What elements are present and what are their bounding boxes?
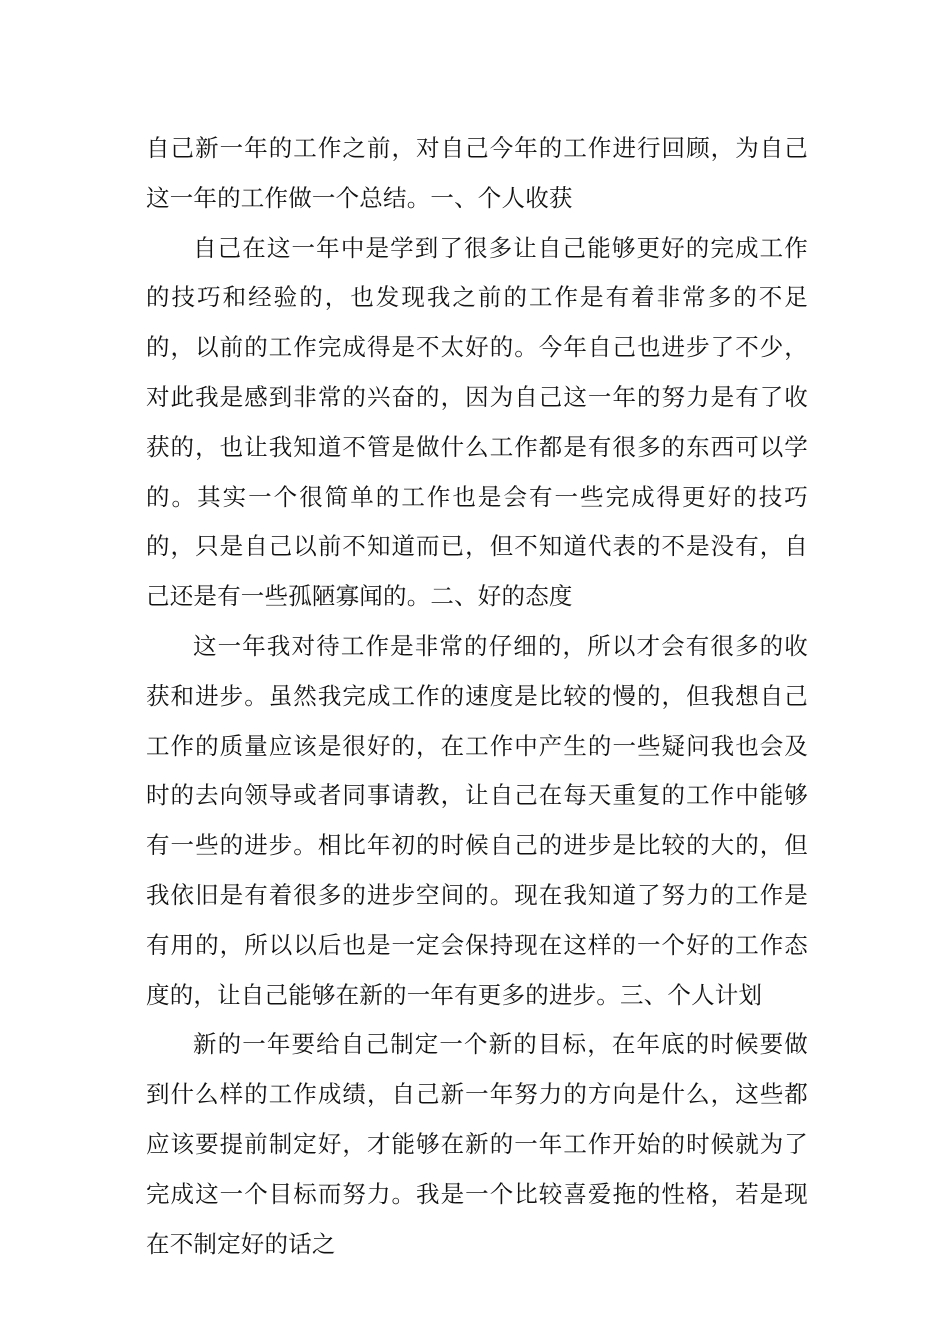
paragraph-personal-plan: 新的一年要给自己制定一个新的目标，在年底的时候要做到什么样的工作成绩，自己新一年努力的方向是什么，这些都应该要提前制定好，才能够在新的一年工作开始的时候就为了完成这一个目标而努力。我是一个比较喜爱拖的性格，若是现在不制定好的话之 (146, 1030, 808, 1258)
paragraph-intro: 自己新一年的工作之前，对自己今年的工作进行回顾，为自己这一年的工作做一个总结。一、个人收获 (146, 134, 808, 212)
document-body (146, 124, 808, 1269)
paragraph-good-attitude: 这一年我对待工作是非常的仔细的，所以才会有很多的收获和进步。虽然我完成工作的速度是比较的慢的，但我想自己工作的质量应该是很好的，在工作中产生的一些疑问我也会及时的去向领导或者同事请教，让自己在每天重复的工作中能够有一些的进步。相比年初的时候自己的进步是比较的大的，但我依旧是有着很多的进步空间的。现在我知道了努力的工作是有用的，所以以后也是一定会保持现在这样的一个好的工作态度的，让自己能够在新的一年有更多的进步。三、个人计划 (146, 631, 808, 1009)
paragraph-personal-gains: 自己在这一年中是学到了很多让自己能够更好的完成工作的技巧和经验的，也发现我之前的工作是有着非常多的不足的，以前的工作完成得是不太好的。今年自己也进步了不少，对此我是感到非常的兴奋的，因为自己这一年的努力是有了收获的，也让我知道不管是做什么工作都是有很多的东西可以学的。其实一个很简单的工作也是会有一些完成得更好的技巧的，只是自己以前不知道而已，但不知道代表的不是没有，自己还是有一些孤陋寡闻的。二、好的态度 (146, 233, 808, 611)
